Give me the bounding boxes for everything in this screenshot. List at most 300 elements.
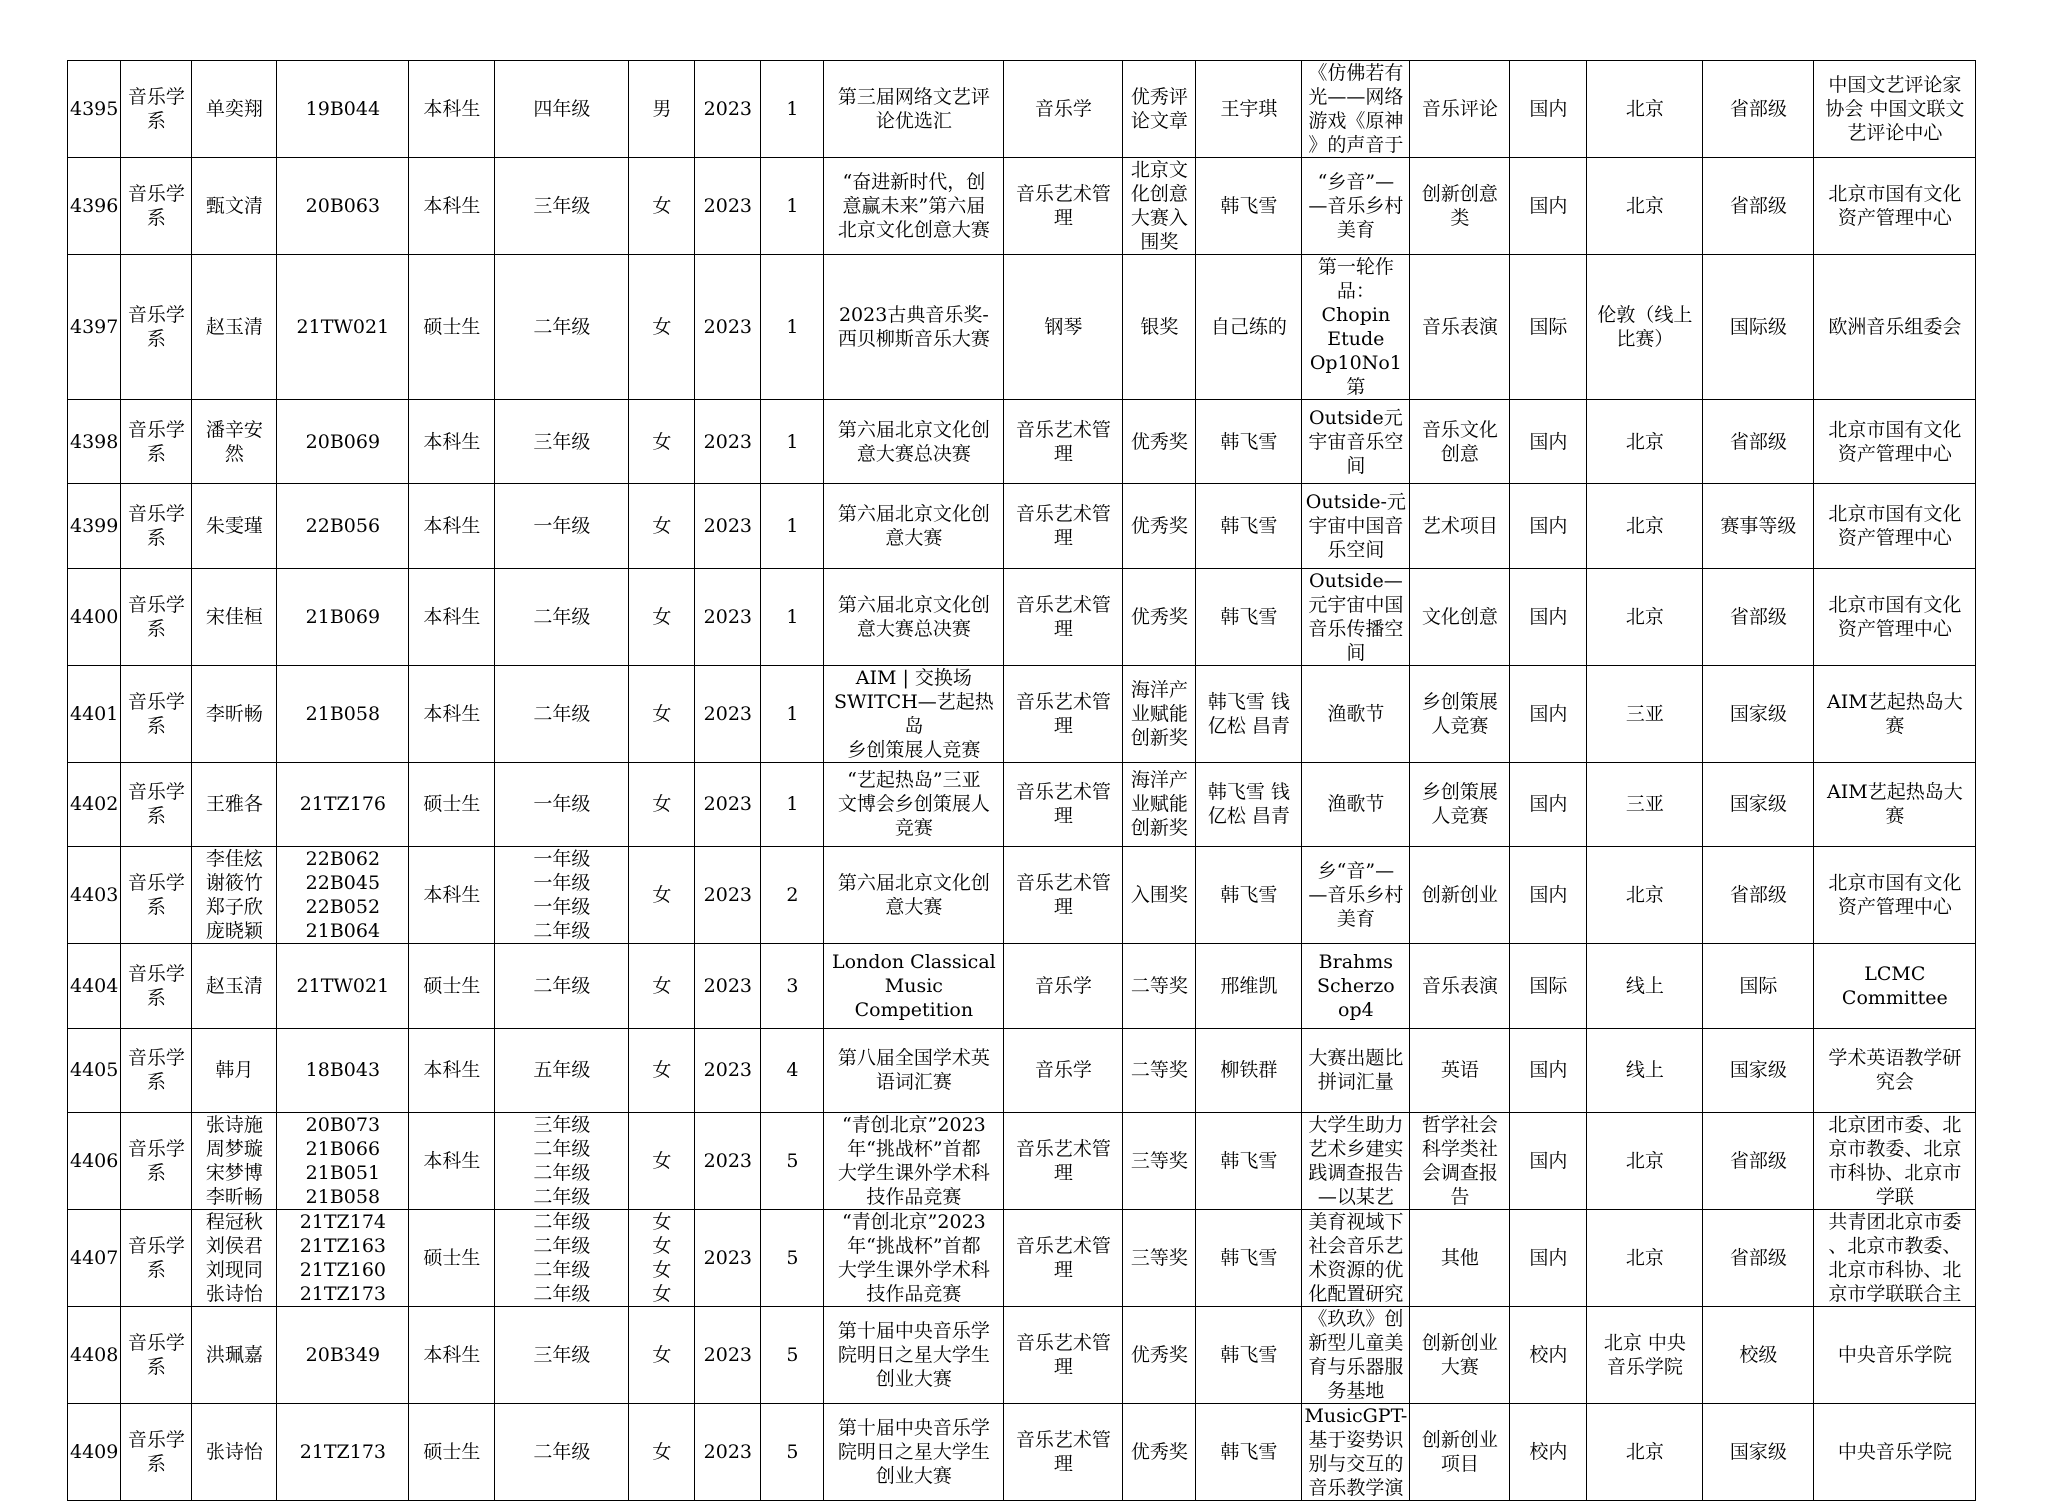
cell-category: 音乐表演 xyxy=(1410,255,1510,400)
cell-student-id: 20B073 21B066 21B051 21B058 xyxy=(277,1112,409,1209)
cell-student-id: 20B349 xyxy=(277,1306,409,1403)
cell-competition-name: 2023古典音乐奖- 西贝柳斯音乐大赛 xyxy=(824,255,1004,400)
cell-advisor: 韩飞雪 xyxy=(1196,1209,1302,1306)
cell-category: 乡创策展 人竞赛 xyxy=(1410,665,1510,762)
cell-competition-tier: 省部级 xyxy=(1703,1112,1814,1209)
cell-year: 2023 xyxy=(695,1028,761,1112)
cell-advisor: 柳铁群 xyxy=(1196,1028,1302,1112)
cell-location: 北京 中央 音乐学院 xyxy=(1587,1306,1703,1403)
cell-competition-name: “青创北京”2023 年“挑战杯”首都 大学生课外学术科 技作品竞赛 xyxy=(824,1112,1004,1209)
cell-gender: 女 xyxy=(629,1306,695,1403)
cell-year: 2023 xyxy=(695,944,761,1028)
cell-scope: 国际 xyxy=(1510,944,1587,1028)
cell-location: 伦敦（线上 比赛） xyxy=(1587,255,1703,400)
cell-student-name: 赵玉清 xyxy=(192,255,277,400)
cell-advisor: 韩飞雪 xyxy=(1196,847,1302,944)
cell-student-name: 洪珮嘉 xyxy=(192,1306,277,1403)
cell-rank: 5 xyxy=(761,1403,824,1500)
cell-year: 2023 xyxy=(695,61,761,158)
cell-work-title: 美育视域下 社会音乐艺 术资源的优 化配置研究 xyxy=(1302,1209,1410,1306)
cell-degree-level: 本科生 xyxy=(409,1306,495,1403)
cell-competition-name: 第三届网络文艺评 论优选汇 xyxy=(824,61,1004,158)
cell-major: 音乐艺术管 理 xyxy=(1004,1403,1123,1500)
cell-department: 音乐学 系 xyxy=(121,1403,192,1500)
cell-work-title: 渔歌节 xyxy=(1302,762,1410,846)
cell-category: 音乐文化 创意 xyxy=(1410,400,1510,484)
cell-degree-level: 本科生 xyxy=(409,61,495,158)
cell-department: 音乐学 系 xyxy=(121,847,192,944)
cell-work-title: 《仿佛若有 光——网络 游戏《原神 》的声音于 xyxy=(1302,61,1410,158)
cell-student-name: 王雅各 xyxy=(192,762,277,846)
cell-student-id: 21B069 xyxy=(277,568,409,665)
cell-degree-level: 硕士生 xyxy=(409,762,495,846)
cell-category: 英语 xyxy=(1410,1028,1510,1112)
cell-year: 2023 xyxy=(695,1209,761,1306)
cell-scope: 国内 xyxy=(1510,665,1587,762)
cell-organizer: 学术英语教学研 究会 xyxy=(1814,1028,1976,1112)
cell-rank: 1 xyxy=(761,61,824,158)
cell-major: 音乐艺术管 理 xyxy=(1004,847,1123,944)
cell-scope: 国内 xyxy=(1510,1209,1587,1306)
cell-grade: 一年级 xyxy=(495,762,629,846)
cell-award-level: 海洋产 业赋能 创新奖 xyxy=(1123,665,1196,762)
cell-department: 音乐学 系 xyxy=(121,762,192,846)
cell-competition-tier: 国家级 xyxy=(1703,1403,1814,1500)
cell-grade: 四年级 xyxy=(495,61,629,158)
cell-award-level: 优秀奖 xyxy=(1123,1306,1196,1403)
cell-organizer: 中国文艺评论家 协会 中国文联文 艺评论中心 xyxy=(1814,61,1976,158)
table-row xyxy=(68,1306,1976,1403)
cell-row-number: 4404 xyxy=(68,944,121,1028)
cell-year: 2023 xyxy=(695,158,761,255)
cell-location: 北京 xyxy=(1587,1209,1703,1306)
cell-organizer: 中央音乐学院 xyxy=(1814,1306,1976,1403)
cell-work-title: 渔歌节 xyxy=(1302,665,1410,762)
cell-organizer: 共青团北京市委 、北京市教委、 北京市科协、北 京市学联联合主 xyxy=(1814,1209,1976,1306)
cell-major: 音乐艺术管 理 xyxy=(1004,1306,1123,1403)
table-row xyxy=(68,255,1976,400)
cell-degree-level: 本科生 xyxy=(409,400,495,484)
cell-degree-level: 本科生 xyxy=(409,847,495,944)
cell-scope: 校内 xyxy=(1510,1403,1587,1500)
cell-organizer: 欧洲音乐组委会 xyxy=(1814,255,1976,400)
cell-organizer: AIM艺起热岛大 赛 xyxy=(1814,665,1976,762)
cell-scope: 国内 xyxy=(1510,61,1587,158)
cell-award-level: 北京文 化创意 大赛入 围奖 xyxy=(1123,158,1196,255)
cell-gender: 女 xyxy=(629,158,695,255)
cell-degree-level: 本科生 xyxy=(409,568,495,665)
cell-degree-level: 本科生 xyxy=(409,1112,495,1209)
cell-row-number: 4407 xyxy=(68,1209,121,1306)
cell-student-name: 单奕翔 xyxy=(192,61,277,158)
cell-advisor: 韩飞雪 xyxy=(1196,1403,1302,1500)
cell-student-id: 18B043 xyxy=(277,1028,409,1112)
cell-major: 音乐艺术管 理 xyxy=(1004,1112,1123,1209)
cell-advisor: 韩飞雪 xyxy=(1196,484,1302,568)
cell-major: 音乐艺术管 理 xyxy=(1004,762,1123,846)
cell-scope: 国内 xyxy=(1510,847,1587,944)
cell-student-name: 程冠秋 刘侯君 刘现同 张诗怡 xyxy=(192,1209,277,1306)
cell-location: 三亚 xyxy=(1587,665,1703,762)
table-row xyxy=(68,847,1976,944)
cell-organizer: 北京市国有文化 资产管理中心 xyxy=(1814,847,1976,944)
cell-award-level: 三等奖 xyxy=(1123,1112,1196,1209)
cell-award-level: 二等奖 xyxy=(1123,1028,1196,1112)
table-row xyxy=(68,1209,1976,1306)
cell-category: 创新创意 类 xyxy=(1410,158,1510,255)
cell-major: 音乐学 xyxy=(1004,944,1123,1028)
cell-major: 音乐艺术管 理 xyxy=(1004,568,1123,665)
cell-degree-level: 硕士生 xyxy=(409,944,495,1028)
cell-award-level: 海洋产 业赋能 创新奖 xyxy=(1123,762,1196,846)
cell-scope: 国内 xyxy=(1510,762,1587,846)
cell-rank: 1 xyxy=(761,762,824,846)
cell-degree-level: 本科生 xyxy=(409,484,495,568)
cell-student-name: 张诗施 周梦璇 宋梦博 李昕畅 xyxy=(192,1112,277,1209)
cell-award-level: 优秀奖 xyxy=(1123,1403,1196,1500)
cell-year: 2023 xyxy=(695,1306,761,1403)
cell-student-id: 21TZ176 xyxy=(277,762,409,846)
cell-student-id: 19B044 xyxy=(277,61,409,158)
cell-rank: 1 xyxy=(761,400,824,484)
cell-major: 钢琴 xyxy=(1004,255,1123,400)
cell-rank: 5 xyxy=(761,1112,824,1209)
cell-rank: 1 xyxy=(761,158,824,255)
cell-location: 北京 xyxy=(1587,484,1703,568)
cell-department: 音乐学 系 xyxy=(121,944,192,1028)
cell-student-id: 21B058 xyxy=(277,665,409,762)
cell-student-name: 李佳炫 谢筱竹 郑子欣 庞晓颖 xyxy=(192,847,277,944)
cell-organizer: LCMC Committee xyxy=(1814,944,1976,1028)
cell-degree-level: 硕士生 xyxy=(409,1403,495,1500)
cell-award-level: 优秀奖 xyxy=(1123,484,1196,568)
cell-grade: 二年级 xyxy=(495,665,629,762)
cell-degree-level: 本科生 xyxy=(409,665,495,762)
cell-scope: 国内 xyxy=(1510,400,1587,484)
cell-organizer: AIM艺起热岛大 赛 xyxy=(1814,762,1976,846)
cell-category: 其他 xyxy=(1410,1209,1510,1306)
cell-category: 创新创业 xyxy=(1410,847,1510,944)
cell-competition-tier: 省部级 xyxy=(1703,61,1814,158)
cell-work-title: 大学生助力 艺术乡建实 践调查报告 —以某艺 xyxy=(1302,1112,1410,1209)
cell-location: 北京 xyxy=(1587,61,1703,158)
table-row xyxy=(68,568,1976,665)
table-row xyxy=(68,665,1976,762)
cell-location: 北京 xyxy=(1587,847,1703,944)
cell-gender: 女 xyxy=(629,665,695,762)
cell-competition-name: 第六届北京文化创 意大赛总决赛 xyxy=(824,400,1004,484)
cell-scope: 国内 xyxy=(1510,568,1587,665)
cell-location: 北京 xyxy=(1587,568,1703,665)
cell-organizer: 北京市国有文化 资产管理中心 xyxy=(1814,158,1976,255)
award-records-table xyxy=(67,60,1976,1501)
cell-competition-tier: 省部级 xyxy=(1703,400,1814,484)
cell-rank: 1 xyxy=(761,665,824,762)
cell-competition-name: 第六届北京文化创 意大赛 xyxy=(824,484,1004,568)
cell-rank: 5 xyxy=(761,1209,824,1306)
cell-year: 2023 xyxy=(695,400,761,484)
cell-student-id: 22B056 xyxy=(277,484,409,568)
cell-work-title: MusicGPT- 基于姿势识 别与交互的 音乐教学演 xyxy=(1302,1403,1410,1500)
cell-major: 音乐艺术管 理 xyxy=(1004,400,1123,484)
cell-category: 艺术项目 xyxy=(1410,484,1510,568)
cell-grade: 一年级 xyxy=(495,484,629,568)
cell-rank: 4 xyxy=(761,1028,824,1112)
cell-advisor: 韩飞雪 xyxy=(1196,1112,1302,1209)
cell-grade: 三年级 xyxy=(495,1306,629,1403)
cell-student-name: 张诗怡 xyxy=(192,1403,277,1500)
cell-student-name: 朱雯瑾 xyxy=(192,484,277,568)
cell-grade: 二年级 xyxy=(495,944,629,1028)
cell-category: 哲学社会 科学类社 会调查报 告 xyxy=(1410,1112,1510,1209)
cell-student-name: 宋佳桓 xyxy=(192,568,277,665)
cell-major: 音乐学 xyxy=(1004,61,1123,158)
cell-work-title: 《玖玖》创 新型儿童美 育与乐器服 务基地 xyxy=(1302,1306,1410,1403)
table-row xyxy=(68,61,1976,158)
cell-competition-name: 第八届全国学术英 语词汇赛 xyxy=(824,1028,1004,1112)
cell-year: 2023 xyxy=(695,568,761,665)
cell-row-number: 4400 xyxy=(68,568,121,665)
cell-department: 音乐学 系 xyxy=(121,61,192,158)
table-row xyxy=(68,1403,1976,1500)
cell-competition-tier: 校级 xyxy=(1703,1306,1814,1403)
cell-advisor: 韩飞雪 xyxy=(1196,158,1302,255)
cell-gender: 女 女 女 女 xyxy=(629,1209,695,1306)
cell-category: 创新创业 项目 xyxy=(1410,1403,1510,1500)
cell-competition-tier: 国家级 xyxy=(1703,762,1814,846)
cell-award-level: 优秀奖 xyxy=(1123,568,1196,665)
cell-work-title: Outside-元 宇宙中国音 乐空间 xyxy=(1302,484,1410,568)
cell-scope: 国内 xyxy=(1510,1112,1587,1209)
cell-year: 2023 xyxy=(695,255,761,400)
cell-advisor: 韩飞雪 xyxy=(1196,568,1302,665)
cell-gender: 女 xyxy=(629,847,695,944)
cell-category: 音乐表演 xyxy=(1410,944,1510,1028)
cell-department: 音乐学 系 xyxy=(121,1028,192,1112)
cell-row-number: 4409 xyxy=(68,1403,121,1500)
cell-competition-name: “青创北京”2023 年“挑战杯”首都 大学生课外学术科 技作品竞赛 xyxy=(824,1209,1004,1306)
cell-grade: 一年级 一年级 一年级 二年级 xyxy=(495,847,629,944)
cell-grade: 二年级 xyxy=(495,1403,629,1500)
cell-major: 音乐艺术管 理 xyxy=(1004,1209,1123,1306)
cell-award-level: 优秀奖 xyxy=(1123,400,1196,484)
cell-grade: 二年级 xyxy=(495,255,629,400)
cell-gender: 女 xyxy=(629,762,695,846)
cell-advisor: 韩飞雪 xyxy=(1196,400,1302,484)
cell-competition-tier: 国家级 xyxy=(1703,1028,1814,1112)
cell-competition-name: “艺起热岛”三亚 文博会乡创策展人 竞赛 xyxy=(824,762,1004,846)
cell-competition-tier: 省部级 xyxy=(1703,847,1814,944)
cell-row-number: 4405 xyxy=(68,1028,121,1112)
table-row xyxy=(68,400,1976,484)
cell-major: 音乐学 xyxy=(1004,1028,1123,1112)
cell-department: 音乐学 系 xyxy=(121,158,192,255)
cell-degree-level: 本科生 xyxy=(409,1028,495,1112)
cell-row-number: 4403 xyxy=(68,847,121,944)
cell-work-title: 乡“音”— —音乐乡村 美育 xyxy=(1302,847,1410,944)
cell-grade: 二年级 二年级 二年级 二年级 xyxy=(495,1209,629,1306)
table-row xyxy=(68,1112,1976,1209)
cell-advisor: 邢维凯 xyxy=(1196,944,1302,1028)
cell-scope: 国内 xyxy=(1510,484,1587,568)
cell-grade: 五年级 xyxy=(495,1028,629,1112)
cell-organizer: 北京市国有文化 资产管理中心 xyxy=(1814,400,1976,484)
cell-rank: 1 xyxy=(761,484,824,568)
cell-student-name: 李昕畅 xyxy=(192,665,277,762)
cell-location: 北京 xyxy=(1587,158,1703,255)
cell-student-name: 甄文清 xyxy=(192,158,277,255)
cell-grade: 三年级 二年级 二年级 二年级 xyxy=(495,1112,629,1209)
cell-gender: 女 xyxy=(629,255,695,400)
cell-row-number: 4402 xyxy=(68,762,121,846)
cell-gender: 女 xyxy=(629,1112,695,1209)
cell-year: 2023 xyxy=(695,1112,761,1209)
cell-scope: 国际 xyxy=(1510,255,1587,400)
cell-row-number: 4396 xyxy=(68,158,121,255)
table-body xyxy=(68,61,1976,1501)
cell-organizer: 北京市国有文化 资产管理中心 xyxy=(1814,568,1976,665)
cell-category: 文化创意 xyxy=(1410,568,1510,665)
cell-department: 音乐学 系 xyxy=(121,255,192,400)
cell-competition-name: AIM | 交换场 SWITCH—艺起热岛 乡创策展人竞赛 xyxy=(824,665,1004,762)
cell-competition-tier: 国家级 xyxy=(1703,665,1814,762)
cell-work-title: 大赛出题比 拼词汇量 xyxy=(1302,1028,1410,1112)
cell-scope: 国内 xyxy=(1510,1028,1587,1112)
cell-major: 音乐艺术管 理 xyxy=(1004,665,1123,762)
cell-degree-level: 硕士生 xyxy=(409,255,495,400)
cell-advisor: 王宇琪 xyxy=(1196,61,1302,158)
cell-rank: 2 xyxy=(761,847,824,944)
cell-location: 北京 xyxy=(1587,400,1703,484)
cell-gender: 女 xyxy=(629,568,695,665)
cell-advisor: 韩飞雪 xyxy=(1196,1306,1302,1403)
table-row xyxy=(68,1028,1976,1112)
cell-competition-name: 第六届北京文化创 意大赛总决赛 xyxy=(824,568,1004,665)
cell-competition-name: 第十届中央音乐学 院明日之星大学生 创业大赛 xyxy=(824,1403,1004,1500)
cell-row-number: 4408 xyxy=(68,1306,121,1403)
cell-organizer: 北京市国有文化 资产管理中心 xyxy=(1814,484,1976,568)
cell-gender: 男 xyxy=(629,61,695,158)
cell-work-title: “乡音”— —音乐乡村 美育 xyxy=(1302,158,1410,255)
cell-year: 2023 xyxy=(695,665,761,762)
cell-student-name: 赵玉清 xyxy=(192,944,277,1028)
cell-row-number: 4406 xyxy=(68,1112,121,1209)
cell-student-id: 20B069 xyxy=(277,400,409,484)
cell-rank: 1 xyxy=(761,255,824,400)
cell-work-title: Outside元 宇宙音乐空 间 xyxy=(1302,400,1410,484)
cell-scope: 国内 xyxy=(1510,158,1587,255)
cell-student-name: 韩月 xyxy=(192,1028,277,1112)
cell-department: 音乐学 系 xyxy=(121,1209,192,1306)
cell-competition-tier: 赛事等级 xyxy=(1703,484,1814,568)
cell-location: 北京 xyxy=(1587,1112,1703,1209)
cell-category: 乡创策展 人竞赛 xyxy=(1410,762,1510,846)
cell-rank: 1 xyxy=(761,568,824,665)
cell-competition-name: 第六届北京文化创 意大赛 xyxy=(824,847,1004,944)
cell-award-level: 优秀评 论文章 xyxy=(1123,61,1196,158)
cell-grade: 三年级 xyxy=(495,158,629,255)
cell-department: 音乐学 系 xyxy=(121,1306,192,1403)
cell-row-number: 4395 xyxy=(68,61,121,158)
cell-student-id: 22B062 22B045 22B052 21B064 xyxy=(277,847,409,944)
cell-location: 北京 xyxy=(1587,1403,1703,1500)
cell-work-title: Outside— 元宇宙中国 音乐传播空 间 xyxy=(1302,568,1410,665)
cell-year: 2023 xyxy=(695,1403,761,1500)
cell-department: 音乐学 系 xyxy=(121,400,192,484)
cell-work-title: 第一轮作 品：Chopin Etude Op10No1第 xyxy=(1302,255,1410,400)
cell-student-id: 20B063 xyxy=(277,158,409,255)
cell-competition-name: 第十届中央音乐学 院明日之星大学生 创业大赛 xyxy=(824,1306,1004,1403)
cell-competition-tier: 国际级 xyxy=(1703,255,1814,400)
cell-department: 音乐学 系 xyxy=(121,568,192,665)
cell-student-id: 21TW021 xyxy=(277,944,409,1028)
cell-year: 2023 xyxy=(695,484,761,568)
cell-location: 线上 xyxy=(1587,944,1703,1028)
cell-category: 创新创业 大赛 xyxy=(1410,1306,1510,1403)
table-row xyxy=(68,762,1976,846)
cell-row-number: 4397 xyxy=(68,255,121,400)
cell-major: 音乐艺术管 理 xyxy=(1004,484,1123,568)
cell-location: 线上 xyxy=(1587,1028,1703,1112)
cell-row-number: 4401 xyxy=(68,665,121,762)
cell-gender: 女 xyxy=(629,400,695,484)
cell-award-level: 入围奖 xyxy=(1123,847,1196,944)
cell-degree-level: 本科生 xyxy=(409,158,495,255)
cell-student-name: 潘辛安 然 xyxy=(192,400,277,484)
cell-competition-name: “奋进新时代，创 意赢未来”第六届 北京文化创意大赛 xyxy=(824,158,1004,255)
table-row xyxy=(68,484,1976,568)
cell-student-id: 21TW021 xyxy=(277,255,409,400)
cell-advisor: 自己练的 xyxy=(1196,255,1302,400)
cell-department: 音乐学 系 xyxy=(121,665,192,762)
table-row xyxy=(68,158,1976,255)
cell-competition-tier: 省部级 xyxy=(1703,1209,1814,1306)
cell-location: 三亚 xyxy=(1587,762,1703,846)
cell-work-title: Brahms Scherzo op4 xyxy=(1302,944,1410,1028)
cell-student-id: 21TZ174 21TZ163 21TZ160 21TZ173 xyxy=(277,1209,409,1306)
cell-year: 2023 xyxy=(695,847,761,944)
cell-gender: 女 xyxy=(629,944,695,1028)
cell-competition-tier: 省部级 xyxy=(1703,568,1814,665)
cell-row-number: 4398 xyxy=(68,400,121,484)
cell-grade: 三年级 xyxy=(495,400,629,484)
cell-organizer: 中央音乐学院 xyxy=(1814,1403,1976,1500)
cell-award-level: 二等奖 xyxy=(1123,944,1196,1028)
cell-advisor: 韩飞雪 钱 亿松 昌青 xyxy=(1196,762,1302,846)
cell-department: 音乐学 系 xyxy=(121,1112,192,1209)
cell-scope: 校内 xyxy=(1510,1306,1587,1403)
cell-competition-tier: 省部级 xyxy=(1703,158,1814,255)
cell-department: 音乐学 系 xyxy=(121,484,192,568)
table-row xyxy=(68,944,1976,1028)
cell-gender: 女 xyxy=(629,1403,695,1500)
cell-student-id: 21TZ173 xyxy=(277,1403,409,1500)
cell-major: 音乐艺术管 理 xyxy=(1004,158,1123,255)
cell-competition-tier: 国际 xyxy=(1703,944,1814,1028)
cell-grade: 二年级 xyxy=(495,568,629,665)
cell-row-number: 4399 xyxy=(68,484,121,568)
cell-organizer: 北京团市委、北 京市教委、北京 市科协、北京市 学联 xyxy=(1814,1112,1976,1209)
cell-rank: 5 xyxy=(761,1306,824,1403)
cell-rank: 3 xyxy=(761,944,824,1028)
cell-gender: 女 xyxy=(629,484,695,568)
cell-competition-name: London Classical Music Competition xyxy=(824,944,1004,1028)
cell-gender: 女 xyxy=(629,1028,695,1112)
cell-category: 音乐评论 xyxy=(1410,61,1510,158)
cell-degree-level: 硕士生 xyxy=(409,1209,495,1306)
cell-award-level: 三等奖 xyxy=(1123,1209,1196,1306)
cell-year: 2023 xyxy=(695,762,761,846)
